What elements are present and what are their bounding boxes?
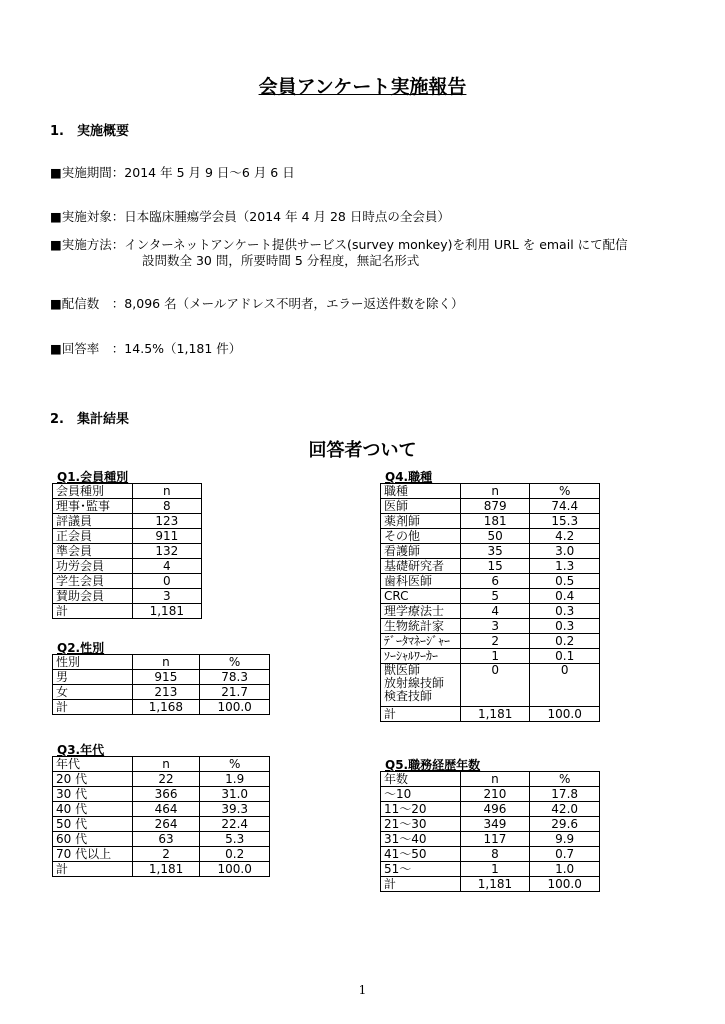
table-total-row [53, 700, 270, 715]
category-cell: ～10 [381, 787, 461, 802]
header-cell: 会員種別 [53, 484, 133, 499]
table-header-row [381, 772, 600, 787]
n-cell: 210 [460, 787, 530, 802]
n-cell: 349 [460, 817, 530, 832]
pct-cell: 0.2 [200, 847, 270, 862]
table-row [53, 787, 270, 802]
n-cell: 915 [132, 670, 200, 685]
table-row [381, 619, 600, 634]
table-row [53, 559, 202, 574]
n-cell: 1 [460, 649, 530, 664]
table-row [381, 529, 600, 544]
category-cell: 功労会員 [53, 559, 133, 574]
table-row [53, 529, 202, 544]
pct-cell: 100.0 [200, 700, 270, 715]
table-row [381, 499, 600, 514]
n-cell: 5 [460, 589, 530, 604]
q1-table [52, 483, 202, 619]
pct-cell: 21.7 [200, 685, 270, 700]
category-cell: 基礎研究者 [381, 559, 461, 574]
survey-method-line1: ■実施方法：インターネットアンケート提供サービス(survey monkey)を利用 URL を email にて配信 [50, 237, 628, 252]
category-cell: 計 [53, 700, 133, 715]
table-row [53, 544, 202, 559]
category-cell: 計 [381, 707, 461, 722]
n-cell: 3 [460, 619, 530, 634]
table-header-row [53, 757, 270, 772]
pct-cell: 31.0 [200, 787, 270, 802]
pct-cell: 74.4 [530, 499, 600, 514]
table-row [381, 817, 600, 832]
category-cell: 女 [53, 685, 133, 700]
category-cell: 男 [53, 670, 133, 685]
header-cell: n [460, 772, 530, 787]
n-cell: 0 [460, 664, 530, 707]
pct-cell: 0.4 [530, 589, 600, 604]
table-row [53, 670, 270, 685]
table-total-row [381, 877, 600, 892]
table-total-row [381, 707, 600, 722]
category-cell: 生物統計家 [381, 619, 461, 634]
table-row [381, 589, 600, 604]
pct-cell: 22.4 [200, 817, 270, 832]
category-cell: 20 代 [53, 772, 133, 787]
section2-heading: 2. 集計結果 [50, 412, 129, 427]
pct-cell: 1.9 [200, 772, 270, 787]
category-cell: 看護師 [381, 544, 461, 559]
table-row [53, 499, 202, 514]
table-row [53, 574, 202, 589]
n-cell: 1,181 [132, 604, 201, 619]
pct-cell: 15.3 [530, 514, 600, 529]
merged-line: 獣医師 [384, 663, 421, 677]
survey-method-line2: 設問数全 30 問，所要時間 5 分程度，無記名形式 [142, 253, 420, 268]
table-row [53, 802, 270, 817]
n-cell: 117 [460, 832, 530, 847]
n-cell: 1 [460, 862, 530, 877]
category-cell: 計 [381, 877, 461, 892]
n-cell: 496 [460, 802, 530, 817]
n-cell: 181 [460, 514, 530, 529]
header-cell: % [530, 772, 600, 787]
table-row [53, 772, 270, 787]
page-title: 会員アンケート実施報告 [258, 76, 467, 98]
table-row [381, 802, 600, 817]
table-row [381, 832, 600, 847]
table-row [53, 514, 202, 529]
header-cell: n [460, 484, 530, 499]
n-cell: 2 [460, 634, 530, 649]
pct-cell: 17.8 [530, 787, 600, 802]
category-cell: 31～40 [381, 832, 461, 847]
n-cell: 8 [460, 847, 530, 862]
table-header-row [381, 484, 600, 499]
q1-label: Q1.会員種別 [57, 470, 129, 484]
n-cell: 1,168 [132, 700, 200, 715]
category-cell: 21～30 [381, 817, 461, 832]
n-cell: 8 [132, 499, 201, 514]
pct-cell: 0 [530, 664, 600, 707]
q4-label: Q4.職種 [385, 470, 433, 484]
n-cell: 3 [132, 589, 201, 604]
category-cell: 60 代 [53, 832, 133, 847]
header-cell: 職種 [381, 484, 461, 499]
category-cell: ﾃﾞｰﾀﾏﾈｰｼﾞｬｰ [381, 634, 461, 649]
category-cell: 50 代 [53, 817, 133, 832]
header-cell: n [132, 655, 200, 670]
n-cell: 1,181 [460, 877, 530, 892]
category-cell: 41～50 [381, 847, 461, 862]
table-row [381, 634, 600, 649]
header-cell: 性別 [53, 655, 133, 670]
n-cell: 6 [460, 574, 530, 589]
table-row [381, 559, 600, 574]
pct-cell: 3.0 [530, 544, 600, 559]
category-cell: CRC [381, 589, 461, 604]
category-cell: 正会員 [53, 529, 133, 544]
distribution-count: ■配信数 ：8,096 名（メールアドレス不明者，エラー返送件数を除く） [50, 296, 464, 311]
merged-line: 検査技師 [384, 689, 433, 703]
header-cell: % [530, 484, 600, 499]
n-cell: 132 [132, 544, 201, 559]
category-cell-merged [381, 664, 461, 707]
pct-cell: 9.9 [530, 832, 600, 847]
header-cell: 年代 [53, 757, 133, 772]
q2-table [52, 654, 270, 715]
response-rate: ■回答率 ：14.5%（1,181 件） [50, 341, 242, 356]
pct-cell: 4.2 [530, 529, 600, 544]
q3-table [52, 756, 270, 877]
pct-cell: 1.3 [530, 559, 600, 574]
pct-cell: 1.0 [530, 862, 600, 877]
pct-cell: 5.3 [200, 832, 270, 847]
table-row [381, 604, 600, 619]
table-total-row [53, 604, 202, 619]
pct-cell: 42.0 [530, 802, 600, 817]
pct-cell: 0.3 [530, 619, 600, 634]
n-cell: 63 [132, 832, 200, 847]
category-cell: 薬剤師 [381, 514, 461, 529]
table-row [381, 514, 600, 529]
table-header-row [53, 655, 270, 670]
n-cell: 911 [132, 529, 201, 544]
respondents-subtitle: 回答者ついて [308, 440, 417, 461]
table-row [53, 832, 270, 847]
n-cell: 366 [132, 787, 200, 802]
n-cell: 50 [460, 529, 530, 544]
n-cell: 22 [132, 772, 200, 787]
category-cell: 30 代 [53, 787, 133, 802]
table-row [53, 685, 270, 700]
n-cell: 264 [132, 817, 200, 832]
category-cell: 計 [53, 604, 133, 619]
category-cell: 評議員 [53, 514, 133, 529]
category-cell: 医師 [381, 499, 461, 514]
n-cell: 4 [132, 559, 201, 574]
header-cell: % [200, 757, 270, 772]
n-cell: 15 [460, 559, 530, 574]
category-cell: 準会員 [53, 544, 133, 559]
pct-cell: 0.7 [530, 847, 600, 862]
n-cell: 123 [132, 514, 201, 529]
pct-cell: 0.1 [530, 649, 600, 664]
pct-cell: 100.0 [530, 707, 600, 722]
table-header-row [53, 484, 202, 499]
table-row [381, 544, 600, 559]
pct-cell: 100.0 [200, 862, 270, 877]
n-cell: 879 [460, 499, 530, 514]
table-row [53, 589, 202, 604]
n-cell: 35 [460, 544, 530, 559]
pct-cell: 0.2 [530, 634, 600, 649]
q4-table [380, 483, 600, 722]
header-cell: n [132, 484, 201, 499]
table-total-row [53, 862, 270, 877]
pct-cell: 100.0 [530, 877, 600, 892]
category-cell: 賛助会員 [53, 589, 133, 604]
category-cell: 計 [53, 862, 133, 877]
header-cell: % [200, 655, 270, 670]
category-cell: 11～20 [381, 802, 461, 817]
q5-table [380, 771, 600, 892]
n-cell: 464 [132, 802, 200, 817]
q5-label: Q5.職務経歴年数 [385, 758, 481, 772]
survey-target: ■実施対象：日本臨床腫瘍学会員（2014 年 4 月 28 日時点の全会員） [50, 209, 450, 224]
category-cell: 70 代以上 [53, 847, 133, 862]
category-cell: 理事･監事 [53, 499, 133, 514]
header-cell: 年数 [381, 772, 461, 787]
page-number: 1 [358, 983, 367, 997]
n-cell: 0 [132, 574, 201, 589]
table-row [381, 862, 600, 877]
n-cell: 4 [460, 604, 530, 619]
category-cell: 学生会員 [53, 574, 133, 589]
category-cell: 40 代 [53, 802, 133, 817]
table-merged-row [381, 664, 600, 707]
q2-label: Q2.性別 [57, 641, 105, 655]
table-row [381, 847, 600, 862]
table-row [53, 817, 270, 832]
n-cell: 213 [132, 685, 200, 700]
pct-cell: 39.3 [200, 802, 270, 817]
survey-period: ■実施期間：2014 年 5 月 9 日～6 月 6 日 [50, 165, 295, 180]
n-cell: 1,181 [460, 707, 530, 722]
n-cell: 2 [132, 847, 200, 862]
n-cell: 1,181 [132, 862, 200, 877]
table-row [381, 649, 600, 664]
pct-cell: 0.3 [530, 604, 600, 619]
pct-cell: 0.5 [530, 574, 600, 589]
category-cell: 理学療法士 [381, 604, 461, 619]
header-cell: n [132, 757, 200, 772]
category-cell: 歯科医師 [381, 574, 461, 589]
merged-line: 放射線技師 [384, 676, 445, 690]
pct-cell: 29.6 [530, 817, 600, 832]
category-cell: ｿｰｼｬﾙﾜｰｶｰ [381, 649, 461, 664]
table-row [53, 847, 270, 862]
category-cell: 51～ [381, 862, 461, 877]
table-row [381, 574, 600, 589]
category-cell: その他 [381, 529, 461, 544]
q3-label: Q3.年代 [57, 743, 105, 757]
table-row [381, 787, 600, 802]
pct-cell: 78.3 [200, 670, 270, 685]
section1-heading: 1. 実施概要 [50, 124, 129, 139]
